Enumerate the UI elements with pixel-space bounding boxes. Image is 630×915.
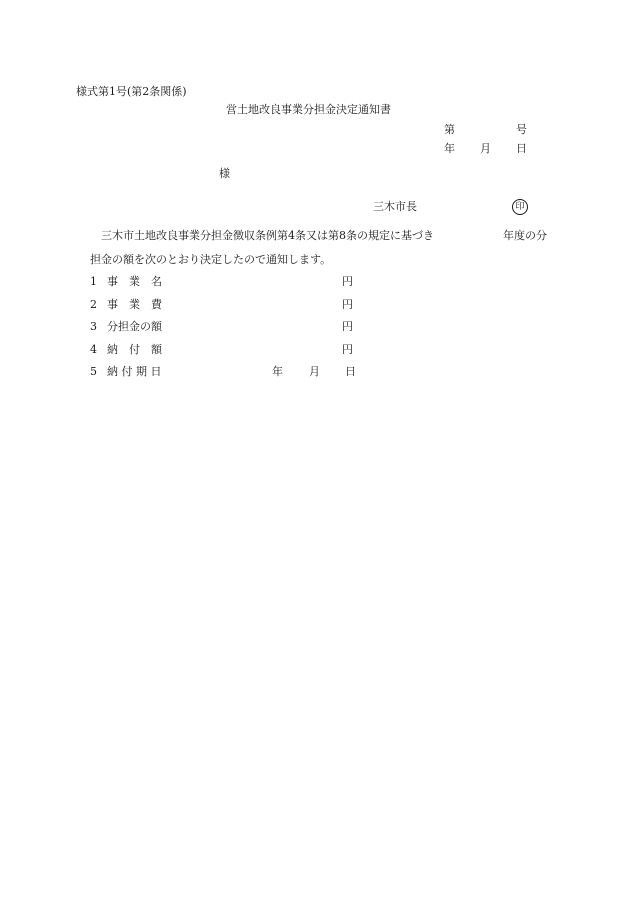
seal-char: 印 <box>512 199 528 215</box>
date-year: 年 <box>444 142 455 155</box>
addressee-suffix: 様 <box>219 167 230 180</box>
body-line-1-fiscal-year: 年度の分 <box>503 229 547 242</box>
date-day: 日 <box>516 142 527 155</box>
item-label-project-name: 事 業 名 <box>107 275 162 288</box>
item-number: 2 <box>90 298 97 311</box>
item-number: 4 <box>90 343 97 356</box>
item-unit: 円 <box>342 343 353 356</box>
sender-name: 三木市長 <box>373 200 417 213</box>
item-unit: 円 <box>342 320 353 333</box>
body-line-1: 三木市土地改良事業分担金徴収条例第4条又は第8条の規定に基づき <box>101 229 434 242</box>
seal-icon <box>512 199 528 215</box>
document-title: 営土地改良事業分担金決定通知書 <box>226 103 391 116</box>
due-date-year: 年 <box>272 365 283 378</box>
due-date-day: 日 <box>345 365 356 378</box>
body-line-2: 担金の額を次のとおり決定したので通知します。 <box>90 253 332 266</box>
item-number: 1 <box>90 275 97 288</box>
item-number: 3 <box>90 320 97 333</box>
item-label-payment-amount: 納 付 額 <box>107 343 162 356</box>
number-suffix: 号 <box>516 123 527 136</box>
form-label: 様式第1号(第2条関係) <box>76 85 187 98</box>
item-label-share-amount: 分担金の額 <box>107 320 162 333</box>
item-unit: 円 <box>342 275 353 288</box>
item-number: 5 <box>90 365 97 378</box>
due-date-month: 月 <box>309 365 320 378</box>
item-label-due-date: 納 付 期 日 <box>107 365 162 378</box>
date-month: 月 <box>480 142 491 155</box>
item-unit: 円 <box>342 298 353 311</box>
item-label-project-cost: 事 業 費 <box>107 298 162 311</box>
number-prefix: 第 <box>444 123 455 136</box>
